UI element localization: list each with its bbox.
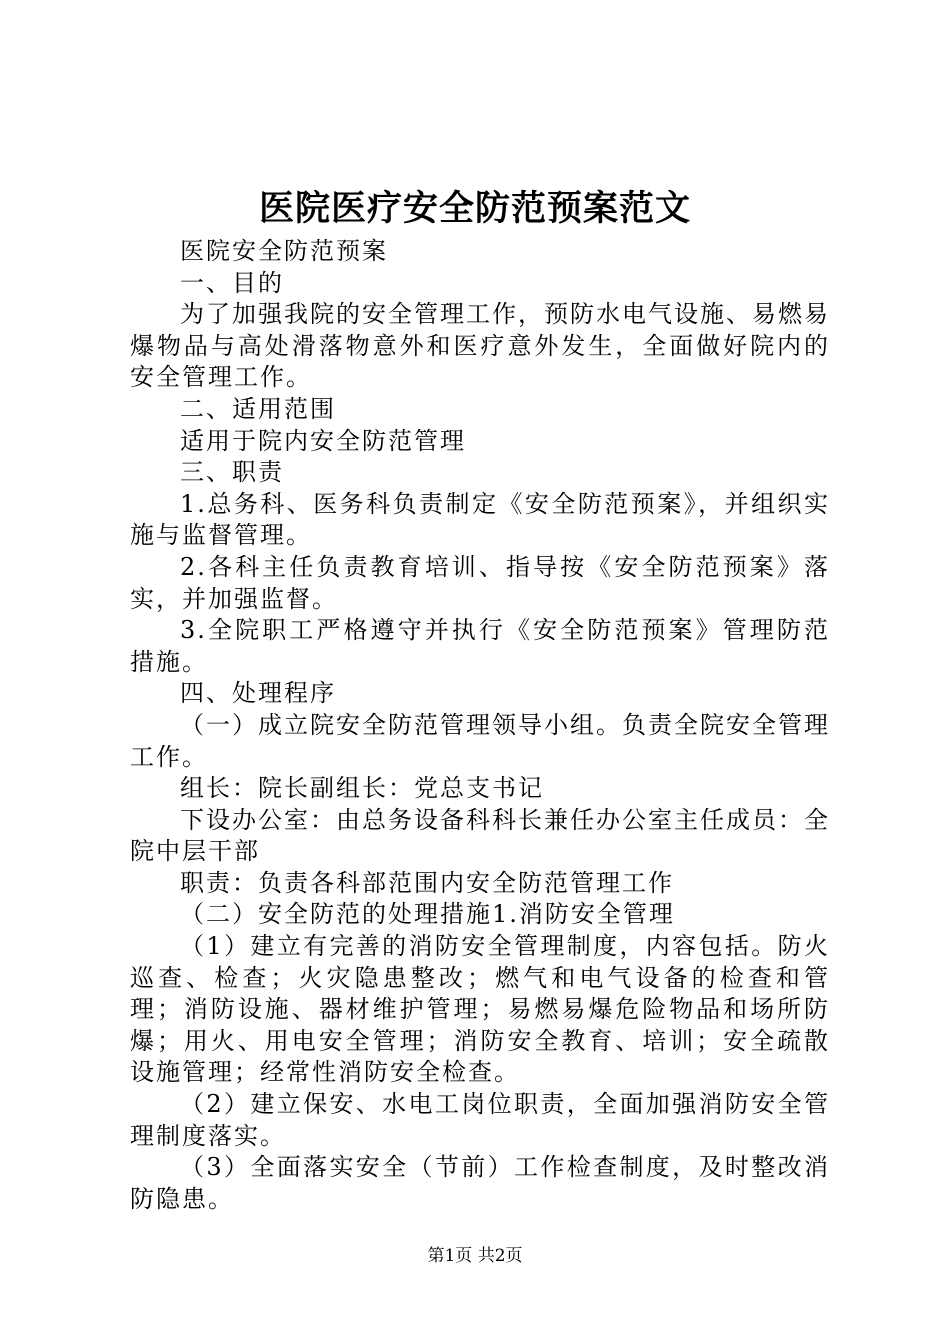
- paragraph-procedure-2: （二）安全防范的处理措施1.消防安全管理: [180, 900, 675, 929]
- document-title: 医院医疗安全防范预案范文: [258, 188, 691, 229]
- paragraph-duty-3: 3.全院职工严格遵守并执行《安全防范预案》管理防范措施。: [130, 616, 830, 676]
- paragraph-duty-2: 2.各科主任负责教育培训、指导按《安全防范预案》落实，并加强监督。: [130, 552, 830, 613]
- paragraph-fire-item-1: （1）建立有完善的消防安全管理制度，内容包括。防火巡查、检查；火灾隐患整改；燃气和电气设备的检查和管理；消防设施、器材维护管理；易燃易爆危险物品和场所防爆；用火、用电安全管理；消防安全教育、培训；安全疏散设施管理；经常性消防安全检查。: [130, 932, 830, 1087]
- paragraph-scope: 适用于院内安全防范管理: [180, 426, 466, 455]
- page-footer: 第1页 共2页: [427, 1246, 523, 1266]
- paragraph-fire-item-2: （2）建立保安、水电工岗位职责，全面加强消防安全管理制度落实。: [130, 1090, 830, 1150]
- section-heading-purpose: 一、目的: [180, 268, 284, 297]
- section-heading-duties: 三、职责: [180, 458, 284, 487]
- paragraph-subtitle: 医院安全防范预案: [180, 237, 388, 265]
- document-body: [130, 236, 830, 1215]
- paragraph-responsibility: 职责：负责各科部范围内安全防范管理工作: [180, 868, 674, 897]
- paragraph-office: 下设办公室：由总务设备科科长兼任办公室主任成员：全院中层干部: [130, 805, 830, 866]
- paragraph-fire-item-3: （3）全面落实安全（节前）工作检查制度，及时整改消防隐患。: [130, 1153, 830, 1213]
- paragraph-duty-1: 1.总务科、医务科负责制定《安全防范预案》，并组织实施与监督管理。: [130, 489, 830, 550]
- paragraph-procedure-1: （一）成立院安全防范管理领导小组。负责全院安全管理工作。: [130, 710, 830, 771]
- section-heading-scope: 二、适用范围: [180, 394, 336, 423]
- section-heading-procedure: 四、处理程序: [180, 679, 336, 708]
- paragraph-purpose: 为了加强我院的安全管理工作，预防水电气设施、易燃易爆物品与高处滑落物意外和医疗意外发生，全面做好院内的安全管理工作。: [130, 300, 830, 392]
- paragraph-team-leader: 组长：院长副组长：党总支书记: [180, 774, 544, 803]
